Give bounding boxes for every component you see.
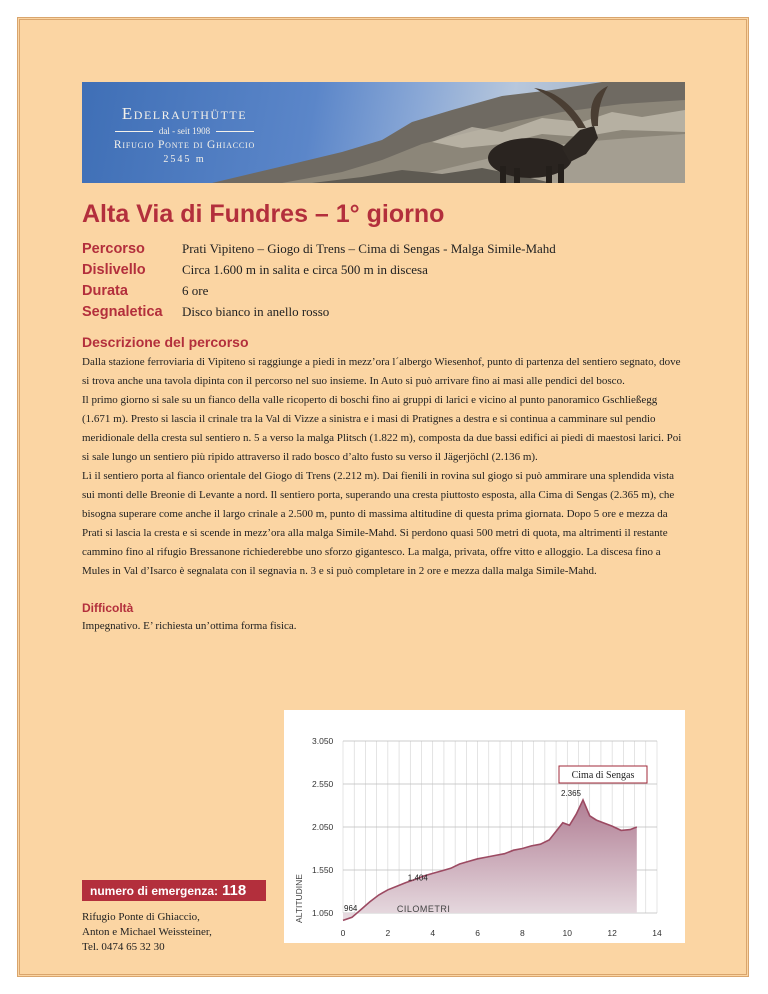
divider bbox=[115, 131, 153, 132]
route-description bbox=[82, 353, 686, 581]
y-tick-label: 1.050 bbox=[312, 908, 334, 918]
header-banner bbox=[82, 82, 685, 183]
difficulty-heading: Difficoltà bbox=[82, 601, 134, 615]
emergency-number: 118 bbox=[222, 882, 247, 899]
fact-value: Disco bianco in anello rosso bbox=[182, 303, 330, 319]
description-paragraph: Lì il sentiero porta al fianco orientale del Giogo di Trens (2.212 m). Dai fienili in rovina sul giogo si può ammirare una splendida vista sui monti delle Breonie di Levante a nord. Il sentiero porta, superando una cresta piuttosto esposta, alla Cima di Sengas (2.365 m), che bisogna superare come anche il largo crinale a 2.500 m, punto di massima altitudine di questa prima giornata. Dopo 5 ore e mezza da Prati si lascia la cresta e si scende in mezz’ora alla malga Simile-Mahd. Si perdono quasi 500 metri di quota, ma altrimenti il restante cammino fino al rifugio Bressanone richiederebbe uno sforzo gigantesco. La malga, privata, offre vitto e alloggio. La discesa fino a Mules in Val d’Isarco è segnalata con il segnavia n. 3 e si può completare in 2 ore e mezza dalla malga Simile-Mahd. bbox=[82, 470, 675, 577]
description-paragraph: Il primo giorno si sale su un fianco della valle ricoperto di boschi fino ai gruppi di larici e vicino al punto panoramico Gschließegg (1.671 m). Presto si lascia il crinale tra la Val di Vizze a sinistra e i masi di Pratignes a destra e si continua a camminare sul pendio meridionale della cresta sul sentiero n. 5 a verso la malga Plitsch (1.822 m), composta da due bassi edifici ai piedi di maestosi larici. Poi si sale lungo un sentiero più ripido attraverso il rado bosco d’alto fusto su verso il Jägerjöchl (2.136 m). bbox=[82, 394, 682, 463]
fact-value: Prati Vipiteno – Giogo di Trens – Cima di Sengas - Malga Simile-Mahd bbox=[182, 240, 556, 256]
y-axis-label: ALTITUDINE bbox=[294, 874, 304, 923]
elevation-profile-chart bbox=[284, 710, 685, 943]
x-tick-label: 6 bbox=[475, 928, 480, 938]
elevation-chart-svg bbox=[284, 710, 685, 943]
hut-name: Edelrauthütte bbox=[121, 104, 248, 123]
divider bbox=[216, 131, 254, 132]
x-tick-label: 10 bbox=[562, 928, 573, 938]
fact-row-dislivello bbox=[82, 259, 556, 280]
y-tick-label: 2.050 bbox=[312, 822, 334, 832]
contact-info bbox=[82, 910, 212, 955]
x-tick-label: 0 bbox=[340, 928, 346, 938]
x-tick-label: 4 bbox=[430, 928, 436, 938]
founded-text: dal - seit 1908 bbox=[158, 126, 211, 136]
contact-line: Anton e Michael Weissteiner, bbox=[82, 926, 212, 938]
data-label: 964 bbox=[344, 904, 358, 913]
description-paragraph: Dalla stazione ferroviaria di Vipiteno si raggiunge a piedi in mezz’ora l´albergo Wiesenhof, punto di partenza del sentiero segnato, dove si trova anche una tavola dipinta con il percorso nel suo insieme. In Auto si può arrivare fino ai masi alle pendici del bosco. bbox=[82, 356, 681, 387]
fact-row-percorso bbox=[82, 238, 556, 259]
y-tick-label: 2.550 bbox=[312, 779, 334, 789]
page-title: Alta Via di Fundres – 1° giorno bbox=[82, 200, 445, 228]
y-tick-label: 1.550 bbox=[312, 865, 334, 875]
founded-line bbox=[82, 126, 287, 136]
contact-line: Rifugio Ponte di Ghiaccio, bbox=[82, 911, 200, 923]
callout-label: Cima di Sengas bbox=[571, 770, 635, 781]
emergency-badge bbox=[82, 880, 266, 901]
x-tick-label: 14 bbox=[652, 928, 662, 938]
description-heading: Descrizione del percorso bbox=[82, 334, 249, 350]
x-tick-label: 2 bbox=[385, 928, 391, 938]
x-tick-label: 8 bbox=[520, 928, 525, 938]
fact-row-durata bbox=[82, 280, 556, 301]
hut-subtitle: Rifugio Ponte di Ghiaccio bbox=[113, 139, 256, 151]
x-tick-label: 12 bbox=[607, 928, 617, 938]
peak-value-label: 2.365 bbox=[560, 788, 582, 798]
emergency-label: numero di emergenza: bbox=[90, 883, 219, 898]
route-facts bbox=[82, 238, 556, 322]
fact-row-segnaletica bbox=[82, 301, 556, 322]
data-label: 1.404 bbox=[407, 873, 428, 883]
x-axis-label: CILOMETRI bbox=[396, 904, 451, 914]
fact-value: 6 ore bbox=[182, 282, 209, 298]
fact-label: Dislivello bbox=[82, 261, 146, 278]
fact-label: Durata bbox=[82, 282, 128, 299]
hut-altitude: 2545 m bbox=[163, 154, 206, 165]
brand-block bbox=[82, 104, 287, 165]
y-tick-label: 3.050 bbox=[312, 736, 334, 746]
fact-value: Circa 1.600 m in salita e circa 500 m in discesa bbox=[182, 261, 428, 277]
fact-label: Percorso bbox=[82, 240, 145, 257]
contact-line: Tel. 0474 65 32 30 bbox=[82, 941, 165, 953]
fact-label: Segnaletica bbox=[82, 303, 163, 320]
difficulty-text: Impegnativo. E’ richiesta un’ottima forma fisica. bbox=[82, 620, 297, 632]
